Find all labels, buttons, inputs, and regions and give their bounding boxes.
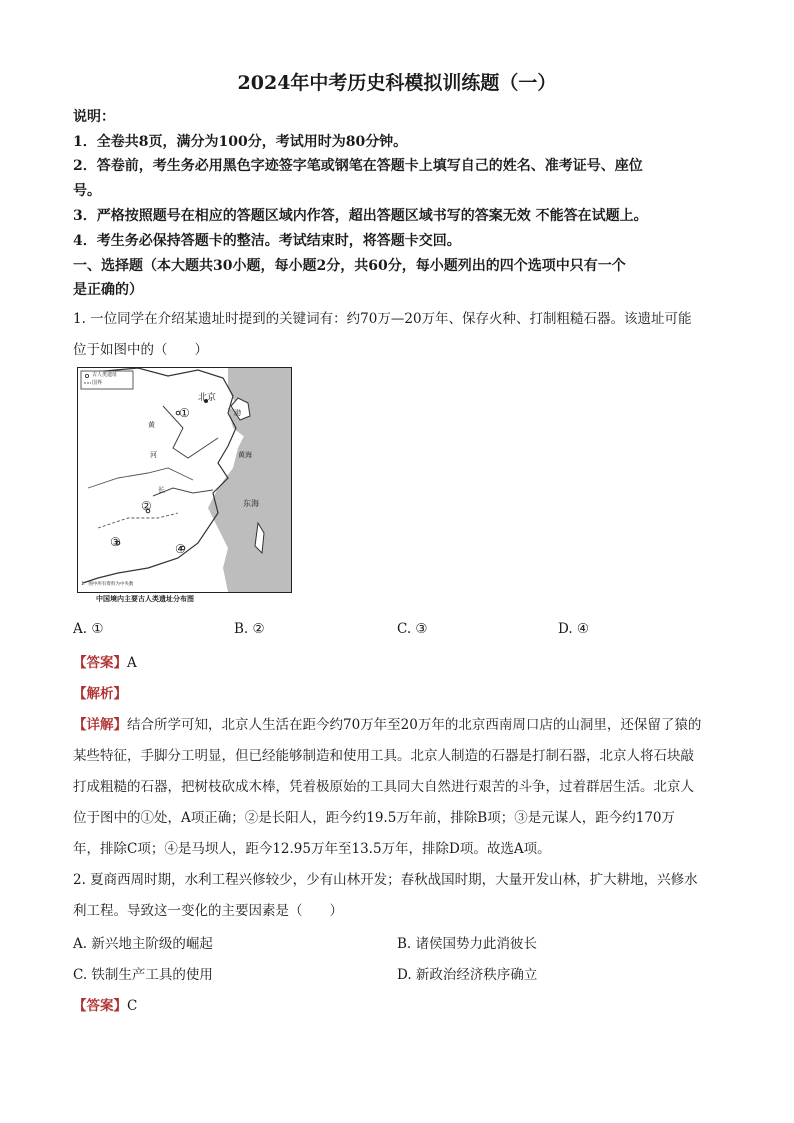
map-caption: 中国境内主要古人类遗址分布图 bbox=[96, 595, 194, 603]
instruction-item: 4．考生务必保持答题卡的整洁。考试结束时，将答题卡交回。 bbox=[73, 233, 461, 249]
answer-tag: 【答案】 bbox=[73, 998, 127, 1014]
legend-border-label: 国界 bbox=[92, 380, 103, 386]
question-1-stem-cont: 位于如图中的（ ） bbox=[73, 342, 208, 358]
question-2-stem: 2. 夏商西周时期，水利工程兴修较少，少有山林开发；春秋战国时期，大量开发山林，扩大耕地，兴修水 bbox=[73, 872, 698, 888]
q1-option-a: A. ① bbox=[73, 621, 104, 637]
page-title: 2024年中考历史科模拟训练题（一） bbox=[237, 72, 557, 94]
question-1-stem: 1. 一位同学在介绍某遗址时提到的关键词有：约70万—20万年、保存火种、打制粗糙石器。该遗址可能 bbox=[73, 311, 692, 327]
q1-detail-line bbox=[73, 713, 701, 733]
answer-tag: 【答案】 bbox=[73, 655, 127, 671]
q1-option-b: B. ② bbox=[234, 621, 265, 637]
answer-value: A bbox=[127, 655, 137, 671]
detail-text: 结合所学可知，北京人生活在距今约70万年至20万年的北京西南周口店的山洞里，还保留了猿的 bbox=[127, 717, 702, 733]
section-heading-cont: 是正确的） bbox=[73, 282, 143, 298]
analysis-tag: 【解析】 bbox=[73, 686, 127, 702]
instructions-heading: 说明： bbox=[73, 109, 115, 125]
marker-2: ② bbox=[141, 499, 152, 513]
q1-detail-line: 位于图中的①处，A项正确；②是长阳人，距今约19.5万年前，排除B项；③是元谋人，距今约170万 bbox=[73, 810, 675, 826]
q2-option-d: D. 新政治经济秩序确立 bbox=[397, 967, 538, 983]
marker-1: ① bbox=[179, 406, 190, 420]
beijing-label: 北京 bbox=[198, 393, 217, 403]
detail-tag: 【详解】 bbox=[73, 717, 127, 733]
instruction-item: 3．严格按照题号在相应的答题区域内作答，超出答题区域书写的答案无效 不能答在试题上。 bbox=[73, 208, 648, 224]
instruction-item: 号。 bbox=[73, 183, 101, 199]
q2-answer bbox=[73, 994, 137, 1014]
map-note: 1：图中所有资料为中央数 bbox=[81, 582, 134, 587]
instruction-item: 2．答卷前，考生务必用黑色字迹签字笔或钢笔在答题卡上填写自己的姓名、准考证号、座位 bbox=[73, 158, 643, 174]
q1-option-c: C. ③ bbox=[397, 621, 428, 637]
q2-option-c: C. 铁制生产工具的使用 bbox=[73, 967, 213, 983]
section-heading: 一、选择题（本大题共30小题，每小题2分，共60分，每小题列出的四个选项中只有一个 bbox=[73, 258, 626, 274]
marker-4: ④ bbox=[175, 542, 186, 556]
yellow-sea-label: 黄海 bbox=[238, 451, 252, 459]
q1-answer bbox=[73, 651, 137, 671]
river-huang-label: 黄 bbox=[148, 421, 155, 429]
legend-site-label: 古人类遗址 bbox=[92, 372, 118, 378]
marker-3: ③ bbox=[110, 535, 121, 549]
q2-option-b: B. 诸侯国势力此消彼长 bbox=[397, 936, 538, 952]
q1-detail-line: 打成粗糙的石器，把树枝砍成木棒，凭着极原始的工具同大自然进行艰苦的斗争，过着群居生活。北京人 bbox=[73, 779, 694, 795]
q1-option-d: D. ④ bbox=[558, 621, 590, 637]
east-sea-label: 东海 bbox=[243, 499, 259, 508]
river-chang-label: 长 bbox=[158, 486, 165, 494]
answer-value: C bbox=[127, 998, 138, 1014]
site-distribution-map bbox=[77, 367, 292, 593]
q2-option-a: A. 新兴地主阶级的崛起 bbox=[73, 936, 213, 952]
question-2-stem-cont: 利工程。导致这一变化的主要因素是（ ） bbox=[73, 903, 343, 919]
bohai-label: 渤 bbox=[234, 409, 241, 417]
q1-detail-line: 某些特征，手脚分工明显，但已经能够制造和使用工具。北京人制造的石器是打制石器，北京人将石块敲 bbox=[73, 748, 694, 764]
river-he-label: 河 bbox=[150, 451, 157, 459]
instruction-item: 1．全卷共8页，满分为100分，考试用时为80分钟。 bbox=[73, 134, 408, 150]
q1-analysis-tag bbox=[73, 682, 127, 702]
q1-detail-line: 年，排除C项；④是马坝人，距今12.95万年至13.5万年，排除D项。故选A项。 bbox=[73, 841, 551, 857]
